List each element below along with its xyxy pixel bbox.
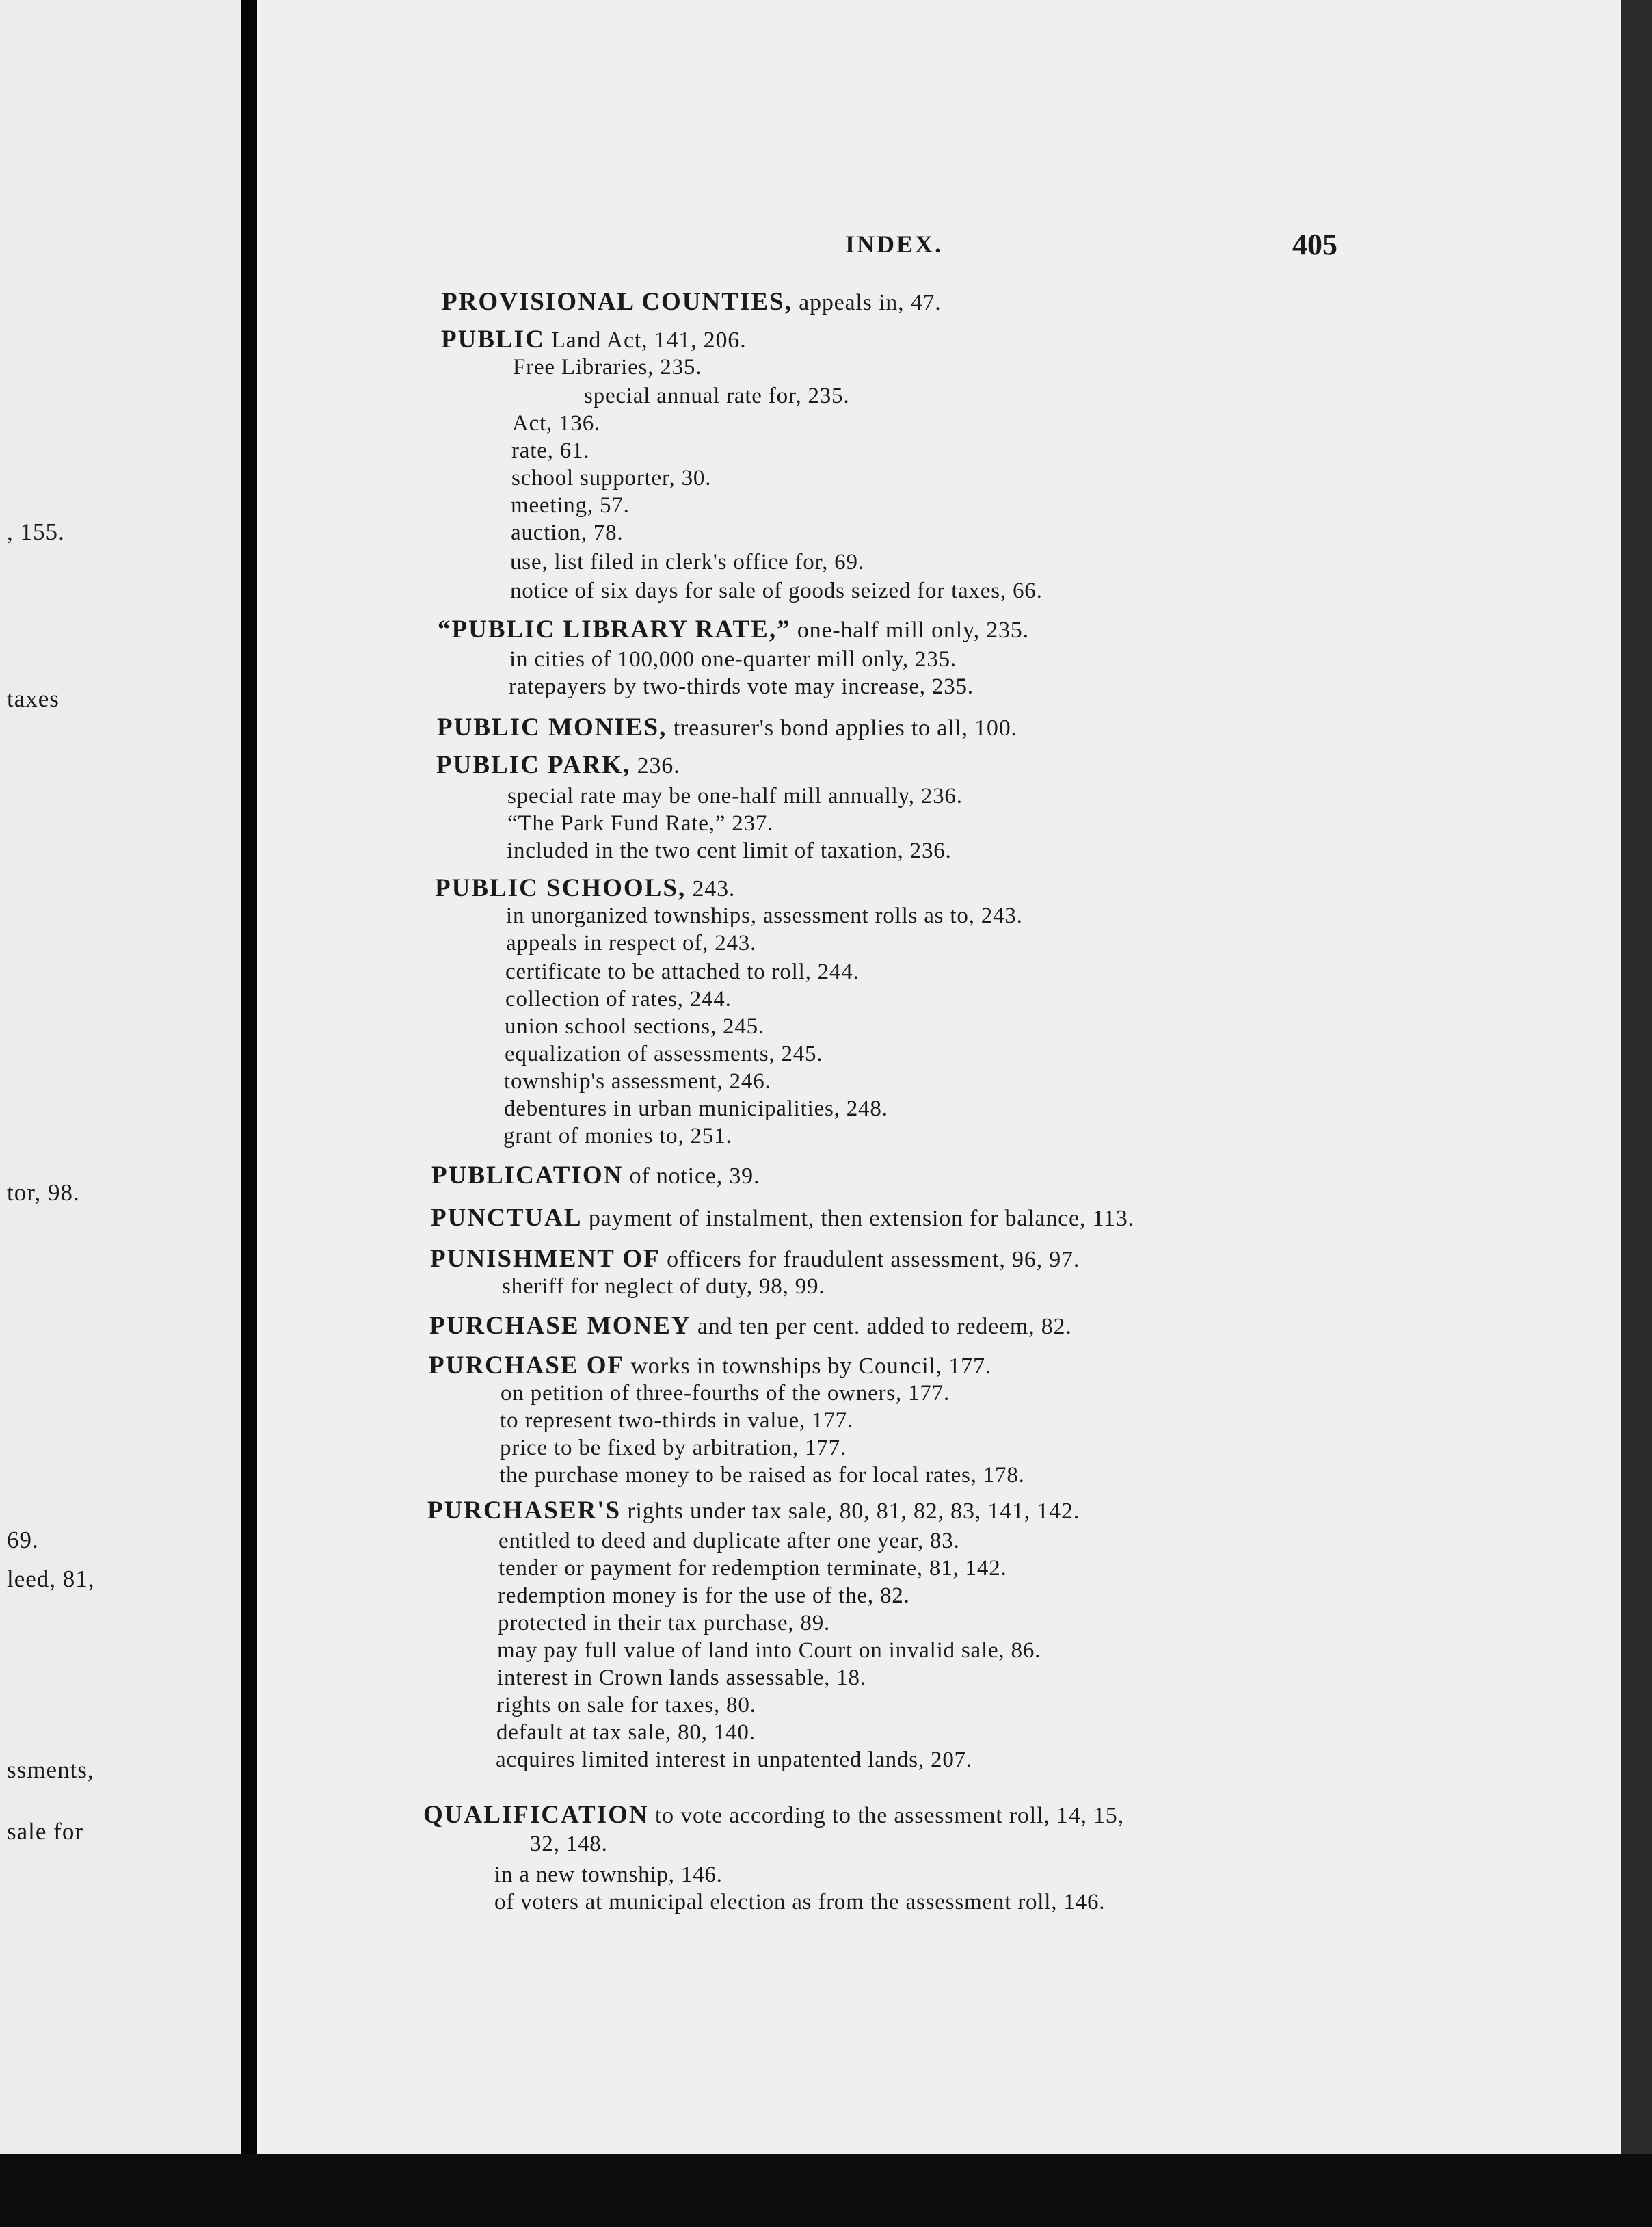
index-entry-text: certificate to be attached to roll, 244. xyxy=(505,960,860,984)
index-entry-text: special annual rate for, 235. xyxy=(584,384,850,408)
index-subentry xyxy=(506,930,756,956)
index-subentry xyxy=(507,783,963,809)
index-entry-text: acquires limited interest in unpatented lands, 207. xyxy=(496,1748,972,1772)
index-headword: PUBLIC PARK, xyxy=(436,751,631,779)
index-entry-text: special rate may be one-half mill annually, 236. xyxy=(507,784,963,808)
index-entry-text: treasurer's bond applies to all, 100. xyxy=(667,715,1017,741)
index-headword: PUNCTUAL xyxy=(431,1204,583,1232)
index-subentry xyxy=(498,1610,830,1636)
index-heading xyxy=(423,1802,1124,1829)
index-entry-text: price to be fixed by arbitration, 177. xyxy=(500,1436,847,1460)
index-subentry xyxy=(530,1831,608,1857)
index-subentry xyxy=(498,1555,1007,1581)
index-subentry xyxy=(505,1041,823,1067)
index-headword: PURCHASE OF xyxy=(429,1352,625,1380)
index-entry-text: collection of rates, 244. xyxy=(505,987,732,1012)
index-entry-text: rights under tax sale, 80, 81, 82, 83, 141, 142. xyxy=(621,1499,1080,1524)
index-subentry xyxy=(504,1096,888,1122)
index-headword: “PUBLIC LIBRARY RATE,” xyxy=(438,616,791,644)
index-subentry xyxy=(496,1692,756,1718)
index-subentry xyxy=(501,1380,950,1406)
index-headword: PROVISIONAL COUNTIES, xyxy=(442,288,792,316)
index-heading xyxy=(429,1313,1072,1340)
index-subentry xyxy=(510,578,1043,604)
index-subentry xyxy=(500,1408,853,1434)
index-subentry xyxy=(511,520,623,546)
index-entry-text: rights on sale for taxes, 80. xyxy=(496,1693,756,1717)
index-headword: PUBLICATION xyxy=(431,1161,624,1189)
index-subentry xyxy=(509,646,957,672)
index-subentry xyxy=(505,1014,764,1040)
index-entry-text: township's assessment, 246. xyxy=(504,1069,771,1094)
index-entry-text: use, list filed in clerk's office for, 69. xyxy=(510,550,864,575)
index-entry-text: in cities of 100,000 one-quarter mill only, 235. xyxy=(509,647,957,672)
index-entry-text: 243. xyxy=(686,876,736,901)
index-entry-text: may pay full value of land into Court on invalid sale, 86. xyxy=(497,1638,1041,1663)
left-page-edge xyxy=(0,0,241,2154)
index-subentry xyxy=(494,1889,1105,1915)
index-entry-text: payment of instalment, then extension for balance, 113. xyxy=(582,1206,1134,1231)
index-entry-text: one-half mill only, 235. xyxy=(790,618,1029,643)
index-heading xyxy=(437,715,1017,741)
index-heading xyxy=(436,752,680,779)
index-subentry xyxy=(509,674,974,700)
index-entry-text: grant of monies to, 251. xyxy=(503,1124,732,1148)
index-entry-text: interest in Crown lands assessable, 18. xyxy=(497,1665,866,1690)
scan-border xyxy=(0,2154,1652,2227)
index-subentry xyxy=(507,811,773,836)
index-entry-text: officers for fraudulent assessment, 96, 97. xyxy=(660,1247,1080,1272)
index-entry-text: redemption money is for the use of the, 82. xyxy=(498,1583,910,1608)
index-heading xyxy=(431,1205,1134,1232)
index-heading xyxy=(429,1353,991,1380)
index-heading xyxy=(438,617,1029,644)
index-subentry xyxy=(496,1719,756,1745)
index-entry-text: appeals in respect of, 243. xyxy=(506,931,757,956)
index-entry-text: Land Act, 141, 206. xyxy=(544,328,747,353)
index-subentry xyxy=(513,354,702,380)
index-entry-text: works in townships by Council, 177. xyxy=(624,1354,992,1379)
index-entry-text: to represent two-thirds in value, 177. xyxy=(500,1408,854,1433)
index-subentry xyxy=(496,1747,972,1773)
index-entry-text: included in the two cent limit of taxation, 236. xyxy=(507,839,952,863)
index-page xyxy=(257,0,1621,2154)
left-fragment: sale for xyxy=(7,1818,83,1845)
index-entry-text: on petition of three-fourths of the owners, 177. xyxy=(501,1381,950,1406)
index-headword: PUBLIC SCHOOLS, xyxy=(435,874,687,902)
index-subentry xyxy=(497,1665,866,1691)
index-entry-text: notice of six days for sale of goods seized for taxes, 66. xyxy=(510,579,1043,603)
index-entry-text: union school sections, 245. xyxy=(505,1014,764,1039)
index-heading xyxy=(442,289,942,316)
book-gutter xyxy=(241,0,257,2161)
index-headword: QUALIFICATION xyxy=(423,1801,649,1829)
running-head xyxy=(257,230,1621,264)
index-subentry xyxy=(500,1435,847,1461)
index-entry-text: Act, 136. xyxy=(512,411,601,436)
index-subentry xyxy=(511,465,711,491)
index-entry-text: 236. xyxy=(630,753,680,778)
index-entry-text: auction, 78. xyxy=(511,520,624,545)
index-entry-text: appeals in, 47. xyxy=(792,290,942,315)
index-entry-text: Free Libraries, 235. xyxy=(513,355,702,380)
index-entry-text: the purchase money to be raised as for local rates, 178. xyxy=(499,1463,1025,1488)
index-subentry xyxy=(505,986,732,1012)
index-subentry xyxy=(497,1637,1041,1663)
index-entry-text: in a new township, 146. xyxy=(494,1862,723,1887)
index-entry-text: entitled to deed and duplicate after one year, 83. xyxy=(498,1529,960,1553)
index-subentry xyxy=(502,1274,825,1300)
index-entry-text: 32, 148. xyxy=(530,1832,608,1856)
index-subentry xyxy=(498,1583,910,1609)
index-headword: PUBLIC MONIES, xyxy=(437,713,667,741)
index-subentry xyxy=(512,410,600,436)
index-entry-text: debentures in urban municipalities, 248. xyxy=(504,1096,888,1121)
index-heading xyxy=(430,1246,1080,1273)
index-subentry xyxy=(498,1528,960,1554)
index-entry-text: of voters at municipal election as from the assessment roll, 146. xyxy=(494,1890,1106,1914)
index-entry-text: school supporter, 30. xyxy=(511,466,712,490)
left-fragment: tor, 98. xyxy=(7,1179,80,1206)
index-entry-text: to vote according to the assessment roll, 14, 15, xyxy=(648,1803,1124,1828)
index-subentry xyxy=(511,438,589,464)
index-subentry xyxy=(511,492,630,518)
index-entry-text: “The Park Fund Rate,” 237. xyxy=(507,811,774,836)
index-heading xyxy=(427,1498,1080,1525)
index-subentry xyxy=(494,1862,723,1888)
index-subentry xyxy=(505,959,860,985)
index-heading xyxy=(431,1163,760,1189)
index-entry-text: tender or payment for redemption terminate, 81, 142. xyxy=(498,1556,1007,1581)
left-fragment: taxes xyxy=(7,685,59,712)
index-entry-text: sheriff for neglect of duty, 98, 99. xyxy=(502,1274,825,1299)
index-entry-text: in unorganized townships, assessment rolls as to, 243. xyxy=(506,904,1023,928)
index-entry-text: ratepayers by two-thirds vote may increase, 235. xyxy=(509,674,974,699)
index-entry-text: of notice, 39. xyxy=(623,1163,760,1189)
left-fragment: ssments, xyxy=(7,1756,94,1783)
index-subentry xyxy=(503,1123,732,1149)
index-entry-text: meeting, 57. xyxy=(511,493,630,518)
index-headword: PURCHASER'S xyxy=(427,1497,622,1525)
page-edge xyxy=(1621,0,1652,2175)
index-heading xyxy=(441,327,746,354)
index-subentry xyxy=(510,549,864,575)
index-headword: PUBLIC xyxy=(441,326,545,354)
index-entry-text: and ten per cent. added to redeem, 82. xyxy=(691,1314,1072,1339)
index-subentry xyxy=(506,903,1023,929)
left-fragment: , 155. xyxy=(7,518,65,545)
index-entry-text: rate, 61. xyxy=(511,438,590,463)
index-subentry xyxy=(499,1462,1025,1488)
index-headword: PURCHASE MONEY xyxy=(429,1312,691,1340)
index-entry-text: equalization of assessments, 245. xyxy=(505,1042,823,1066)
left-fragment: 69. xyxy=(7,1527,39,1553)
page-number: 405 xyxy=(1292,228,1337,261)
index-subentry xyxy=(584,383,849,409)
page-title: INDEX. xyxy=(845,230,944,258)
index-headword: PUNISHMENT OF xyxy=(430,1245,661,1273)
index-heading xyxy=(435,875,735,902)
index-subentry xyxy=(504,1068,771,1094)
index-entry-text: default at tax sale, 80, 140. xyxy=(496,1720,756,1745)
left-fragment: leed, 81, xyxy=(7,1566,95,1592)
index-subentry xyxy=(507,838,952,864)
index-entry-text: protected in their tax purchase, 89. xyxy=(498,1611,831,1635)
